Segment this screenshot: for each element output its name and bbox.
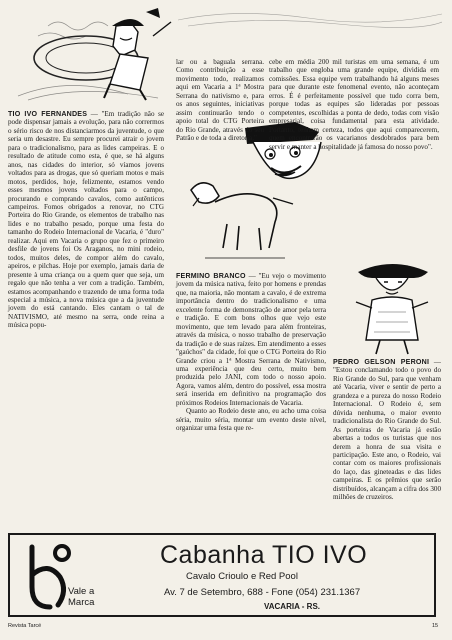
statement-text: — "Eu vejo o movimento jovem da música nativa, feito por homens e prendas que, na maioria, não montam a cavalo, é de extrema importância dentro do tradicionalismo e uma excelente forma de demonstração de amor pela terra e tradição. E com bons olhos que vejo este movimento, que tem levado para além fronteiras, através da música, o nosso trabalho de preservação da tradição e de suas raízes. Em atendimento a esses "gaúchos" da cidade, foi que o CTG Porteira do Rio Grande criou a 1ª Mostra Serrana de Nativismo, uma experiência que deu certo, muito bem produzida pelo JANI, com todo o nosso apoio. Agora, vamos além, dentro do possível, essa mostra será inserida em definitivo na programação dos próximos Rodeios Internacionais de Vacaria. (176, 272, 326, 407)
statement-pedro-peroni (333, 358, 441, 502)
brand-slogan (68, 587, 94, 608)
statement-paragraph (176, 407, 326, 432)
brand-slogan-line-1: Vale a (68, 586, 95, 597)
speaker-name: FERMINO BRANCO (176, 272, 246, 280)
statement-tio-ivo (8, 110, 164, 330)
statement-text: — "Estou conclamando todo o povo do Rio Grande do Sul, para que venham até Vacaria, viver e sentir de perto a grandeza e a pureza do nosso Rodeio Internacional. O Rodeio é, sem dúvida nenhuma, o maior evento tradicionalista do Rio Grande do Sul. As porteiras de Vacaria já estão abertas a todos os turistas que nos derem a honra de sua visita e participação. Este ano, o Rodeio, vai contar com os maiores profissionais do laço, das gineteadas e das lides campeiras. E os prêmios que serão distribuídos, alcançam a cifra dos 300 milhões de cruzeiros. (333, 358, 441, 502)
footer-publication: Revista Tarcé (8, 623, 42, 629)
statement-continuation: cebe em média 200 mil turistas em uma semana, é um trabalho que engloba uma grande equipe, dividida em comissões. Essa equipe vem trabalhando há alguns meses para que durante este fenomenal evento, não aconteçam erros. É é perfeitamente possível que tudo corra bem, porque todas as equipes são lideradas por pessoas competentes, escolhidas a ponta de dedo, todas com visão empresarial, coisa fundamental para esta atividade. Portanto, tenham certeza, todos que aqui comparecerem, quem encontrarão os vacarianos desdobrados para bem servir e manter a hospitalidade já famosa do nosso povo". (269, 58, 439, 151)
brand-slogan-line-2: Marca (68, 596, 95, 608)
top-right-sketch (178, 6, 442, 28)
column-fermino-branco (176, 272, 326, 433)
gaucho-lasso-illustration (8, 6, 176, 102)
statement-text: — "Em tradição não se pode dispensar jamais a evolução, para não corrermos o sério risco de nos distanciarmos da juventude, o que seria um desastre. Eu sempre procurei atrair o jovem para o tradicionalismo, para as lides campeiras. E o resultado de atitude como esta, é que, se há alguns anos, nas cidades do interior, só víamos jovens voltados para as drogas, que só queriam motos e mais motos, perdidos, hoje, felizmente, estamos vendo esses mesmos jovens voltados para o campo, procurando e comprando cavalos, como autênticos campeiros. Fomos obrigados a renovar, no CTG Porteira do Rio Grande, os elementos de trabalho nas lides e no trabalho pesado, porque uma festa do tamanho do Rodeio Internacional de Vacaria, é "duro" realizar. Aqui em Vacaria o grupo que fez o primeiro desfile de jovens foi Os Araganos, no mini rodeio, todos, muitos deles, de compor além do cavalo, apeiros, e pilchas. Hoje por exemplo, jamais daria de presente à uma criança ou a quem quer que seja, um regalo que não tenha a ver com a tradição. Também, estamos acompanhando e trazendo de uma forma toda especial a música, a nova música que a da juventude jovem do está cantando. Eles cantam o tal de NATIVISMO, até mesmo na serra, onde reina a música popu- (8, 110, 164, 330)
ad-address: Av. 7 de Setembro, 688 - Fone (054) 231.1367 (164, 587, 361, 598)
page-number: 15 (432, 623, 439, 629)
statement-fermino-branco (176, 272, 326, 407)
column-tio-ivo (8, 110, 164, 330)
column-pedro-peroni (333, 358, 441, 502)
statement-text: Quanto ao Rodeio deste ano, eu acho uma coisa séria, muito séria, montar um evento deste nível, organizar uma festa que re- (176, 407, 326, 433)
column-2-top (176, 58, 264, 143)
speaker-name: TIO IVO FERNANDES (8, 110, 88, 118)
cabanha-tio-ivo-advertisement (8, 533, 436, 617)
column-3-top (269, 58, 439, 151)
statement-continuation: lar ou a baguala serrana. Como contribuição a esse movimento todo, realizamos aqui em Vacaria a 1ª Mostra Serrana do nativismo e, para os anos seguintes, iniciativas assim continuarão tendo o apoio total do CTG Porteira do Rio Grande, através do seu Patrão e de toda a diretoria." (176, 58, 264, 143)
ad-city: VACARIA - RS. (264, 602, 320, 611)
standing-gaucho-illustration (344, 252, 442, 356)
ad-subtitle: Cavalo Crioulo e Red Pool (186, 571, 298, 582)
speaker-name: PEDRO GELSON PERONI (333, 358, 430, 366)
ad-title: Cabanha TIO IVO (160, 541, 368, 569)
